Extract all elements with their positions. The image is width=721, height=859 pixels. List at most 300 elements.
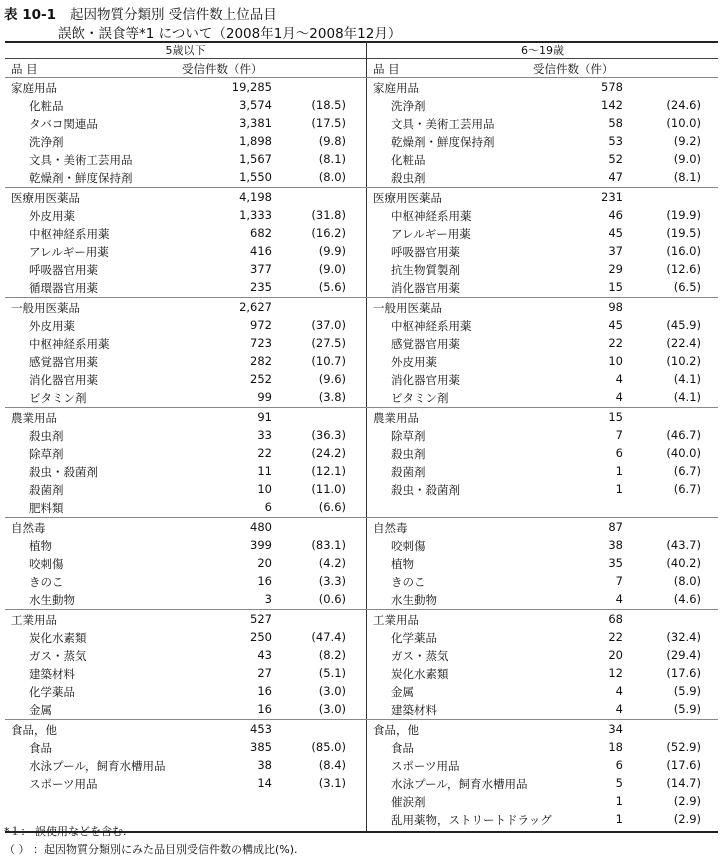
- item-count: 377: [250, 262, 272, 276]
- item-row: [367, 572, 718, 590]
- item-percent: (36.3): [311, 428, 346, 442]
- item-name: 中枢神経系用薬: [391, 209, 472, 223]
- item-name: 消化器官用薬: [29, 373, 98, 387]
- item-row: [5, 316, 366, 334]
- item-percent: (12.1): [311, 464, 346, 478]
- item-row: [367, 426, 718, 444]
- item-name: 中枢神経系用薬: [29, 227, 110, 241]
- item-percent: (2.9): [673, 794, 701, 808]
- item-count: 3,574: [239, 98, 272, 112]
- item-name: 消化器官用薬: [391, 281, 460, 295]
- item-count: 53: [608, 134, 623, 148]
- item-count: 250: [250, 630, 272, 644]
- item-percent: (5.1): [318, 666, 346, 680]
- category-name: 自然毒: [11, 521, 46, 535]
- item-percent: (12.6): [666, 262, 701, 276]
- item-header: 品 目: [373, 62, 400, 76]
- item-row: [367, 168, 718, 186]
- item-percent: (17.6): [666, 666, 701, 680]
- item-count: 6: [615, 446, 623, 460]
- item-name: 殺菌剤: [391, 465, 426, 479]
- item-name: ビタミン剤: [391, 391, 449, 405]
- item-row: [367, 334, 718, 352]
- item-percent: (4.2): [318, 556, 346, 570]
- category-row: [5, 298, 366, 316]
- item-count: 16: [257, 702, 272, 716]
- item-percent: (17.6): [666, 758, 701, 772]
- item-name: スポーツ用品: [391, 759, 460, 773]
- item-row: [367, 664, 718, 682]
- item-count: 282: [250, 354, 272, 368]
- item-name: 肥料類: [29, 501, 64, 515]
- item-name: 炭化水素類: [391, 667, 449, 681]
- item-row: [367, 628, 718, 646]
- category-name: 工業用品: [11, 613, 57, 627]
- item-percent: (29.4): [666, 648, 701, 662]
- item-percent: (8.0): [318, 170, 346, 184]
- item-percent: (52.9): [666, 740, 701, 754]
- item-percent: (6.7): [673, 482, 701, 496]
- item-row: [367, 132, 718, 150]
- item-row: [367, 774, 718, 792]
- group-header: 6～19歳: [521, 44, 564, 57]
- item-name: 乱用薬物，ストリートドラッグ: [391, 813, 552, 827]
- item-name: 水泳プール，飼育水槽用品: [29, 759, 166, 773]
- item-percent: (24.2): [311, 446, 346, 460]
- item-name: 殺虫・殺菌剤: [391, 483, 460, 497]
- item-row: [5, 352, 366, 370]
- item-name: 除草剤: [29, 447, 64, 461]
- item-percent: (3.3): [318, 574, 346, 588]
- item-count: 1,567: [239, 152, 272, 166]
- item-percent: (5.9): [673, 702, 701, 716]
- item-row: [5, 96, 366, 114]
- item-name: 水泳プール，飼育水槽用品: [391, 777, 528, 791]
- category-count: 91: [257, 410, 272, 424]
- item-count: 27: [257, 666, 272, 680]
- item-name: 植物: [29, 539, 52, 553]
- item-percent: (46.7): [666, 428, 701, 442]
- item-count: 22: [608, 630, 623, 644]
- item-percent: (40.2): [666, 556, 701, 570]
- item-percent: (85.0): [311, 740, 346, 754]
- item-percent: (9.0): [673, 152, 701, 166]
- item-row: [5, 132, 366, 150]
- category-row: [5, 188, 366, 206]
- item-row: [367, 150, 718, 168]
- item-row: [5, 168, 366, 186]
- item-percent: (24.6): [666, 98, 701, 112]
- item-count: 5: [615, 776, 623, 790]
- item-name: 殺虫剤: [29, 429, 64, 443]
- item-count: 4: [615, 702, 623, 716]
- item-row: [5, 774, 366, 792]
- item-row: [367, 444, 718, 462]
- item-percent: (5.6): [318, 280, 346, 294]
- item-count: 3,381: [239, 116, 272, 130]
- category-row: [5, 78, 366, 96]
- item-row: [5, 498, 366, 516]
- item-count: 18: [608, 740, 623, 754]
- item-row: [367, 96, 718, 114]
- item-count: 33: [257, 428, 272, 442]
- item-row: [5, 756, 366, 774]
- item-row: [367, 224, 718, 242]
- item-percent: (9.8): [318, 134, 346, 148]
- category-count: 98: [608, 300, 623, 314]
- item-count: 4: [615, 372, 623, 386]
- count-header: 受信件数（件）: [182, 62, 263, 76]
- item-percent: (43.7): [666, 538, 701, 552]
- item-row: [5, 480, 366, 498]
- item-row: [5, 388, 366, 406]
- item-percent: (6.6): [318, 500, 346, 514]
- item-count: 3: [264, 592, 272, 606]
- category-row: [367, 78, 718, 96]
- item-row: [5, 426, 366, 444]
- item-name: 殺虫剤: [391, 171, 426, 185]
- item-percent: (5.9): [673, 684, 701, 698]
- item-count: 1: [615, 464, 623, 478]
- item-percent: (9.9): [318, 244, 346, 258]
- item-row: [367, 756, 718, 774]
- item-name: 食品: [391, 741, 414, 755]
- item-name: 外皮用薬: [29, 209, 75, 223]
- item-count: 29: [608, 262, 623, 276]
- item-percent: (45.9): [666, 318, 701, 332]
- category-row: [367, 298, 718, 316]
- item-name: 乾燥剤・鮮度保持剤: [391, 135, 495, 149]
- item-row: [367, 480, 718, 498]
- item-row: [5, 260, 366, 278]
- item-percent: (8.1): [318, 152, 346, 166]
- category-name: 一般用医薬品: [11, 301, 80, 315]
- item-count: 4: [615, 592, 623, 606]
- item-percent: (11.0): [311, 482, 346, 496]
- item-count: 22: [257, 446, 272, 460]
- item-count: 52: [608, 152, 623, 166]
- item-count: 35: [608, 556, 623, 570]
- item-row: [5, 554, 366, 572]
- item-name: 文具・美術工芸用品: [29, 153, 133, 167]
- item-row: [5, 224, 366, 242]
- footnote-2: （ ） ：起因物質分類別にみた品目別受信件数の構成比(%).: [4, 843, 298, 856]
- category-row: [5, 720, 366, 738]
- category-count: 4,198: [239, 190, 272, 204]
- item-row: [5, 370, 366, 388]
- item-percent: (3.0): [318, 684, 346, 698]
- category-row: [5, 610, 366, 628]
- item-count: 4: [615, 390, 623, 404]
- item-name: 化粧品: [29, 99, 64, 113]
- item-count: 7: [615, 428, 623, 442]
- item-name: 化学薬品: [391, 631, 437, 645]
- item-name: 洗浄剤: [29, 135, 64, 149]
- item-count: 11: [257, 464, 272, 478]
- item-percent: (8.2): [318, 648, 346, 662]
- item-count: 20: [608, 648, 623, 662]
- item-percent: (31.8): [311, 208, 346, 222]
- item-percent: (8.1): [673, 170, 701, 184]
- group-header: 5歳以下: [165, 44, 206, 57]
- category-count: 231: [601, 190, 623, 204]
- item-row: [5, 700, 366, 718]
- item-row: [5, 682, 366, 700]
- category-row: [367, 720, 718, 738]
- category-row: [5, 408, 366, 426]
- item-count: 47: [608, 170, 623, 184]
- item-row: [367, 810, 718, 828]
- item-name: 外皮用薬: [29, 319, 75, 333]
- item-row: [367, 554, 718, 572]
- item-row: [367, 114, 718, 132]
- item-count: 16: [257, 574, 272, 588]
- item-row: [367, 536, 718, 554]
- item-count: 1: [615, 794, 623, 808]
- item-count: 46: [608, 208, 623, 222]
- item-count: 1: [615, 482, 623, 496]
- item-count: 723: [250, 336, 272, 350]
- item-count: 38: [257, 758, 272, 772]
- item-count: 6: [615, 758, 623, 772]
- category-name: 医療用医薬品: [373, 191, 442, 205]
- category-name: 農業用品: [11, 411, 57, 425]
- item-row: [5, 278, 366, 296]
- data-table: [5, 41, 718, 831]
- item-percent: (83.1): [311, 538, 346, 552]
- item-count: 15: [608, 280, 623, 294]
- item-row: [5, 646, 366, 664]
- item-row: [367, 316, 718, 334]
- category-count: 19,285: [231, 80, 272, 94]
- item-name: きのこ: [29, 575, 64, 589]
- item-name: 殺虫・殺菌剤: [29, 465, 98, 479]
- item-count: 7: [615, 574, 623, 588]
- table-subtitle: 誤飲・誤食等*1 について（2008年1月～2008年12月）: [58, 26, 402, 42]
- category-row: [367, 408, 718, 426]
- category-name: 医療用医薬品: [11, 191, 80, 205]
- item-count: 682: [250, 226, 272, 240]
- category-name: 家庭用品: [373, 81, 419, 95]
- item-percent: (9.0): [318, 262, 346, 276]
- item-name: 感覚器官用薬: [391, 337, 460, 351]
- item-name: 呼吸器官用薬: [29, 263, 98, 277]
- item-percent: (10.0): [666, 116, 701, 130]
- item-count: 1,898: [239, 134, 272, 148]
- item-percent: (37.0): [311, 318, 346, 332]
- item-count: 972: [250, 318, 272, 332]
- table-number: 表 10-1: [4, 7, 56, 23]
- item-name: きのこ: [391, 575, 426, 589]
- item-name: 化粧品: [391, 153, 426, 167]
- item-name: 乾燥剤・鮮度保持剤: [29, 171, 133, 185]
- item-percent: (16.0): [666, 244, 701, 258]
- category-row: [367, 188, 718, 206]
- item-name: ガス・蒸気: [29, 649, 87, 663]
- item-name: ビタミン剤: [29, 391, 87, 405]
- category-name: 一般用医薬品: [373, 301, 442, 315]
- item-percent: (6.5): [673, 280, 701, 294]
- item-row: [367, 700, 718, 718]
- item-count: 252: [250, 372, 272, 386]
- item-name: 感覚器官用薬: [29, 355, 98, 369]
- item-percent: (10.2): [666, 354, 701, 368]
- item-name: 洗浄剤: [391, 99, 426, 113]
- column-headers: [5, 59, 366, 77]
- item-name: 殺虫剤: [391, 447, 426, 461]
- item-count: 6: [264, 500, 272, 514]
- item-percent: (3.8): [318, 390, 346, 404]
- item-percent: (40.0): [666, 446, 701, 460]
- item-name: 金属: [29, 703, 52, 717]
- item-row: [367, 388, 718, 406]
- category-name: 食品，他: [373, 723, 419, 737]
- item-name: 呼吸器官用薬: [391, 245, 460, 259]
- item-percent: (19.5): [666, 226, 701, 240]
- column-headers: [367, 59, 718, 77]
- item-header: 品 目: [11, 62, 38, 76]
- item-count: 1: [615, 812, 623, 826]
- item-row: [367, 462, 718, 480]
- item-count: 4: [615, 684, 623, 698]
- category-name: 工業用品: [373, 613, 419, 627]
- item-row: [5, 572, 366, 590]
- category-count: 2,627: [239, 300, 272, 314]
- item-name: 咬刺傷: [29, 557, 64, 571]
- item-row: [367, 278, 718, 296]
- item-name: 殺菌剤: [29, 483, 64, 497]
- item-name: 除草剤: [391, 429, 426, 443]
- item-count: 142: [601, 98, 623, 112]
- item-row: [367, 682, 718, 700]
- category-count: 527: [250, 612, 272, 626]
- category-name: 自然毒: [373, 521, 408, 535]
- footnote-1: *１： 誤使用などを含む.: [4, 825, 127, 838]
- item-count: 43: [257, 648, 272, 662]
- category-count: 34: [608, 722, 623, 736]
- item-percent: (14.7): [666, 776, 701, 790]
- item-percent: (9.6): [318, 372, 346, 386]
- item-percent: (17.5): [311, 116, 346, 130]
- item-count: 16: [257, 684, 272, 698]
- item-row: [5, 628, 366, 646]
- item-count: 38: [608, 538, 623, 552]
- item-name: 植物: [391, 557, 414, 571]
- item-row: [5, 242, 366, 260]
- item-percent: (27.5): [311, 336, 346, 350]
- item-row: [5, 738, 366, 756]
- item-name: 循環器官用薬: [29, 281, 98, 295]
- category-count: 453: [250, 722, 272, 736]
- item-name: スポーツ用品: [29, 777, 98, 791]
- item-name: 中枢神経系用薬: [29, 337, 110, 351]
- item-row: [5, 536, 366, 554]
- item-row: [367, 242, 718, 260]
- item-percent: (47.4): [311, 630, 346, 644]
- item-name: 水生動物: [29, 593, 75, 607]
- item-row: [5, 664, 366, 682]
- item-row: [367, 792, 718, 810]
- item-row: [5, 462, 366, 480]
- item-name: 食品: [29, 741, 52, 755]
- item-row: [367, 590, 718, 608]
- item-percent: (22.4): [666, 336, 701, 350]
- item-row: [367, 370, 718, 388]
- item-percent: (10.7): [311, 354, 346, 368]
- category-count: 68: [608, 612, 623, 626]
- item-name: 炭化水素類: [29, 631, 87, 645]
- item-percent: (3.1): [318, 776, 346, 790]
- item-percent: (6.7): [673, 464, 701, 478]
- category-count: 87: [608, 520, 623, 534]
- item-percent: (32.4): [666, 630, 701, 644]
- item-count: 99: [257, 390, 272, 404]
- item-row: [367, 738, 718, 756]
- category-row: [367, 610, 718, 628]
- item-count: 416: [250, 244, 272, 258]
- item-count: 385: [250, 740, 272, 754]
- item-name: 中枢神経系用薬: [391, 319, 472, 333]
- item-name: ガス・蒸気: [391, 649, 449, 663]
- item-row: [367, 352, 718, 370]
- item-row: [5, 590, 366, 608]
- category-name: 農業用品: [373, 411, 419, 425]
- item-percent: (8.4): [318, 758, 346, 772]
- item-percent: (19.9): [666, 208, 701, 222]
- item-count: 37: [608, 244, 623, 258]
- item-count: 22: [608, 336, 623, 350]
- item-name: タバコ関連品: [29, 117, 98, 131]
- item-count: 1,333: [239, 208, 272, 222]
- item-name: 外皮用薬: [391, 355, 437, 369]
- item-row: [367, 646, 718, 664]
- item-count: 1,550: [239, 170, 272, 184]
- item-name: 消化器官用薬: [391, 373, 460, 387]
- item-percent: (0.6): [318, 592, 346, 606]
- group-column: [367, 41, 718, 831]
- item-row: [5, 150, 366, 168]
- item-name: 水生動物: [391, 593, 437, 607]
- category-row: [5, 518, 366, 536]
- item-row: [5, 206, 366, 224]
- category-name: 家庭用品: [11, 81, 57, 95]
- category-count: 578: [601, 80, 623, 94]
- item-name: 金属: [391, 685, 414, 699]
- item-name: アレルギー用薬: [391, 227, 471, 241]
- item-percent: (18.5): [311, 98, 346, 112]
- category-count: 480: [250, 520, 272, 534]
- item-row: [367, 206, 718, 224]
- item-count: 10: [257, 482, 272, 496]
- item-count: 10: [608, 354, 623, 368]
- group-column: [5, 41, 366, 831]
- item-name: 咬刺傷: [391, 539, 426, 553]
- item-name: 抗生物質製剤: [391, 263, 460, 277]
- item-row: [367, 260, 718, 278]
- table-title: [4, 3, 277, 23]
- footnotes: [4, 823, 298, 859]
- item-row: [5, 334, 366, 352]
- item-count: 235: [250, 280, 272, 294]
- item-percent: (3.0): [318, 702, 346, 716]
- item-count: 20: [257, 556, 272, 570]
- item-count: 45: [608, 226, 623, 240]
- category-name: 食品，他: [11, 723, 57, 737]
- item-percent: (2.9): [673, 812, 701, 826]
- item-count: 12: [608, 666, 623, 680]
- item-percent: (9.2): [673, 134, 701, 148]
- item-percent: (8.0): [673, 574, 701, 588]
